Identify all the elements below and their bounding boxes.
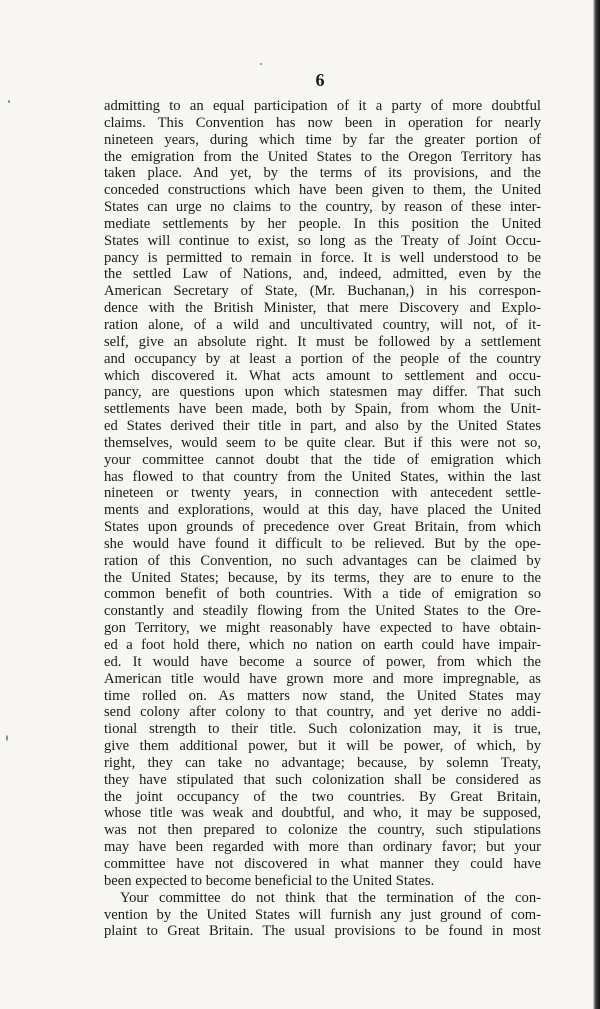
text-line: nineteen years, during which time by far the greater portion of — [104, 131, 541, 148]
text-line: American title would have grown more and more impregnable, as — [104, 670, 541, 687]
text-line: whose title was weak and doubtful, and who, it may be supposed, — [104, 805, 541, 822]
text-line: committee have not discovered in what manner they could have — [104, 855, 541, 872]
text-line: admitting to an equal participation of it a party of more doubtful — [104, 98, 541, 114]
paper-speck — [260, 63, 262, 65]
text-line: and occupancy by at least a portion of the people of the country — [104, 350, 541, 367]
text-line: ed. It would have become a source of power, from which the — [104, 653, 541, 670]
text-line: has flowed to that country from the United States, within the last — [104, 468, 541, 485]
text-line: pancy, are questions upon which statesmen may differ. That such — [104, 384, 541, 401]
text-line: American Secretary of State, (Mr. Buchanan,) in his correspon- — [104, 283, 541, 300]
text-line: plaint to Great Britain. The usual provisions to be found in most — [104, 923, 541, 940]
text-line: right, they can take no advantage; because, by solemn Treaty, — [104, 754, 541, 771]
paper-speck — [6, 735, 8, 741]
text-line: may have been regarded with more than ordinary favor; but your — [104, 839, 541, 856]
text-line: mediate settlements by her people. In this position the United — [104, 215, 541, 232]
text-line: they have stipulated that such colonization shall be considered as — [104, 771, 541, 788]
text-line: nineteen or twenty years, in connection with antecedent settle- — [104, 485, 541, 502]
text-line: time rolled on. As matters now stand, the United States may — [104, 687, 541, 704]
text-line: self, give an absolute right. It must be followed by a settlement — [104, 333, 541, 350]
text-line: Your committee do not think that the termination of the con- — [120, 889, 541, 906]
text-line: ration alone, of a wild and uncultivated country, will not, of it- — [104, 316, 541, 333]
text-line: she would have found it difficult to be relieved. But by the ope- — [104, 535, 541, 552]
text-line: send colony after colony to that country, and yet derive no addi- — [104, 704, 541, 721]
text-line: was not then prepared to colonize the country, such stipulations — [104, 822, 541, 839]
body-text — [104, 98, 541, 940]
text-line: conceded constructions which have been given to them, the United — [104, 182, 541, 199]
text-line: gon Territory, we might reasonably have expected to have obtain- — [104, 620, 541, 637]
text-line: ments and explorations, would at this day, have placed the United — [104, 502, 541, 519]
text-line: ration of this Convention, no such advantages can be claimed by — [104, 552, 541, 569]
text-line: the emigration from the United States to the Oregon Territory has — [104, 148, 541, 165]
text-line: give them additional power, but it will be power, of which, by — [104, 738, 541, 755]
page-number: 6 — [315, 70, 325, 90]
text-line: States will continue to exist, so long as the Treaty of Joint Occu- — [104, 232, 541, 249]
text-line: the settled Law of Nations, and, indeed, admitted, even by the — [104, 266, 541, 283]
text-line: dence with the British Minister, that mere Discovery and Explo- — [104, 300, 541, 317]
text-line: your committee cannot doubt that the tide of emigration which — [104, 451, 541, 468]
text-line: constantly and steadily flowing from the United States to the Ore- — [104, 603, 541, 620]
text-line: the United States; because, by its terms, they are to enure to the — [104, 569, 541, 586]
text-line: which discovered it. What acts amount to settlement and occu- — [104, 367, 541, 384]
text-line: ed a foot hold there, which no nation on earth could have impair- — [104, 637, 541, 653]
text-line: themselves, would seem to be quite clear. But if this were not so, — [104, 434, 541, 451]
text-line: common benefit of both countries. With a tide of emigration so — [104, 586, 541, 603]
text-line: been expected to become beneficial to the United States. — [104, 872, 435, 889]
page-edge-shadow — [593, 0, 600, 1009]
text-line: States can urge no claims to the country, by reason of these inter- — [104, 199, 541, 216]
text-line: States upon grounds of precedence over Great Britain, from which — [104, 519, 541, 536]
text-line: taken place. And yet, by the terms of its provisions, and the — [104, 165, 541, 182]
text-line: ed States derived their title in part, and also by the United States — [104, 418, 541, 435]
text-line: vention by the United States will furnish any just ground of com- — [104, 906, 541, 923]
text-line: the joint occupancy of the two countries. By Great Britain, — [104, 788, 541, 805]
text-line: claims. This Convention has now been in operation for nearly — [104, 114, 541, 131]
text-line: tional strength to their title. Such colonization may, it is true, — [104, 721, 541, 738]
text-line: settlements have been made, both by Spain, from whom the Unit- — [104, 401, 541, 418]
paper-speck — [8, 100, 10, 103]
text-line: pancy is permitted to remain in force. It is well understood to be — [104, 249, 541, 266]
